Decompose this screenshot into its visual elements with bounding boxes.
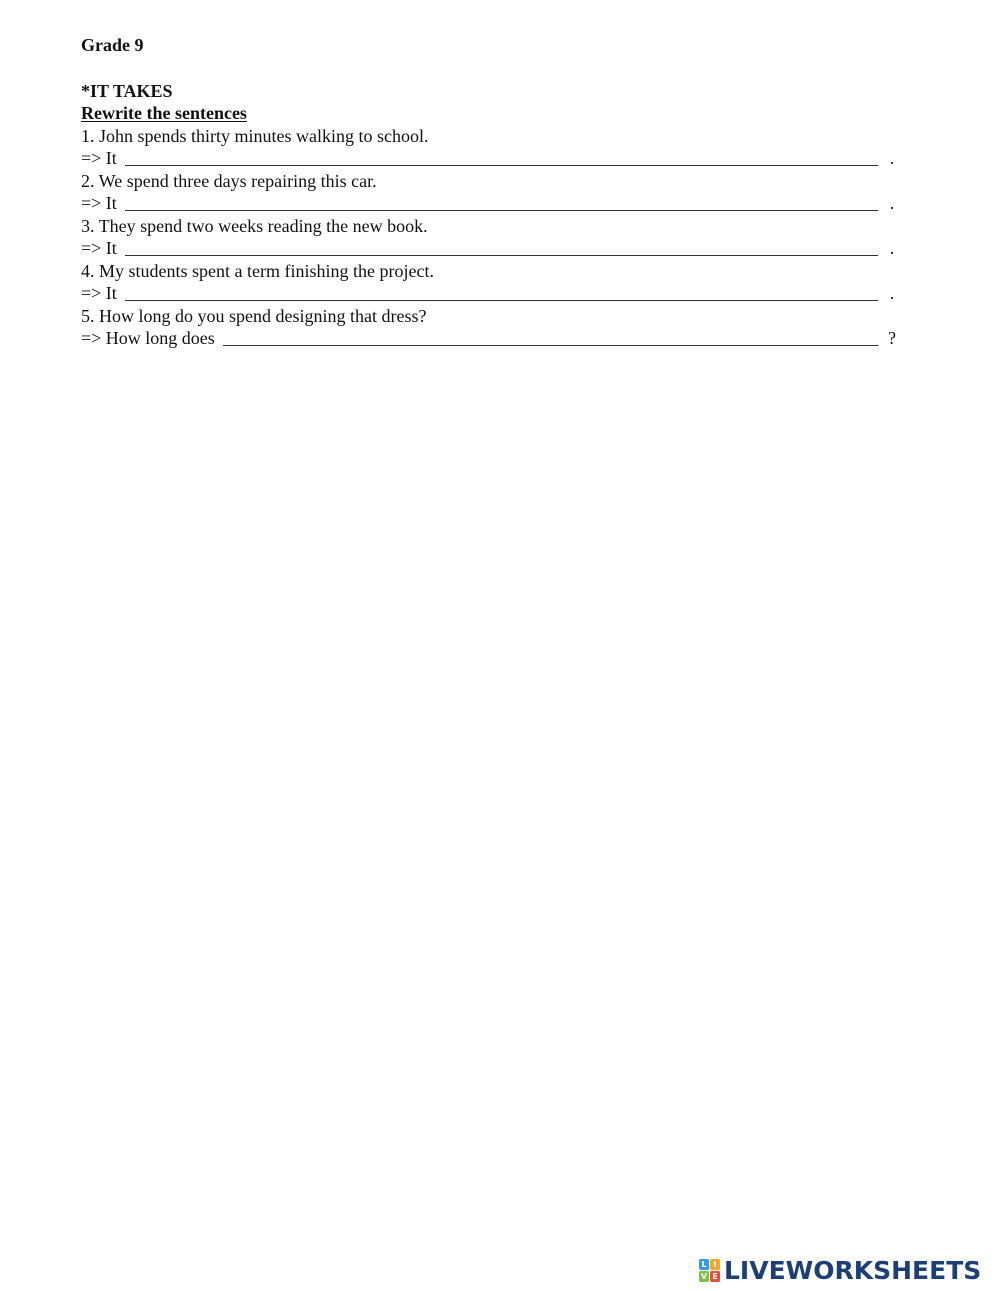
logo-mark-letter: E [710, 1271, 720, 1282]
answer-row [81, 327, 901, 349]
exercise-item-3 [81, 215, 921, 260]
answer-input-2[interactable] [125, 193, 878, 211]
exercise-item-4 [81, 260, 921, 305]
exercise-item-1 [81, 125, 921, 170]
question-prompt: 1. John spends thirty minutes walking to school. [81, 126, 429, 146]
answer-prefix: => How long does [81, 328, 215, 348]
answer-input-5[interactable] [223, 328, 878, 346]
answer-input-1[interactable] [125, 148, 878, 166]
answer-row [81, 282, 901, 304]
logo-mark-letter: I [710, 1259, 720, 1270]
question-prompt: 3. They spend two weeks reading the new book. [81, 216, 428, 236]
answer-prefix: => It [81, 193, 117, 213]
answer-prefix: => It [81, 283, 117, 303]
section-title: *IT TAKES [81, 81, 173, 101]
exercise-item-5 [81, 305, 921, 350]
logo-mark-letter: V [700, 1272, 708, 1281]
end-punctuation: . [889, 238, 895, 258]
logo-mark-icon [699, 1259, 721, 1283]
answer-row [81, 237, 901, 259]
logo-text: LIVEWORKSHEETS [724, 1256, 982, 1285]
end-punctuation: . [889, 193, 895, 213]
exercise-item-2 [81, 170, 921, 215]
liveworksheets-logo [699, 1256, 981, 1286]
end-punctuation: ? [888, 328, 896, 348]
answer-input-3[interactable] [125, 238, 878, 256]
answer-prefix: => It [81, 238, 117, 258]
question-prompt: 2. We spend three days repairing this car. [81, 171, 377, 191]
grade-label: Grade 9 [81, 35, 144, 55]
instruction-heading: Rewrite the sentences [81, 103, 247, 123]
question-prompt: 5. How long do you spend designing that dress? [81, 306, 427, 326]
answer-input-4[interactable] [125, 283, 878, 301]
exercise-list [81, 125, 921, 350]
answer-prefix: => It [81, 148, 117, 168]
question-prompt: 4. My students spent a term finishing the project. [81, 261, 434, 281]
logo-mark-letter: L [699, 1259, 709, 1270]
end-punctuation: . [889, 148, 895, 168]
end-punctuation: . [889, 283, 895, 303]
answer-row [81, 192, 901, 214]
answer-row [81, 147, 901, 169]
